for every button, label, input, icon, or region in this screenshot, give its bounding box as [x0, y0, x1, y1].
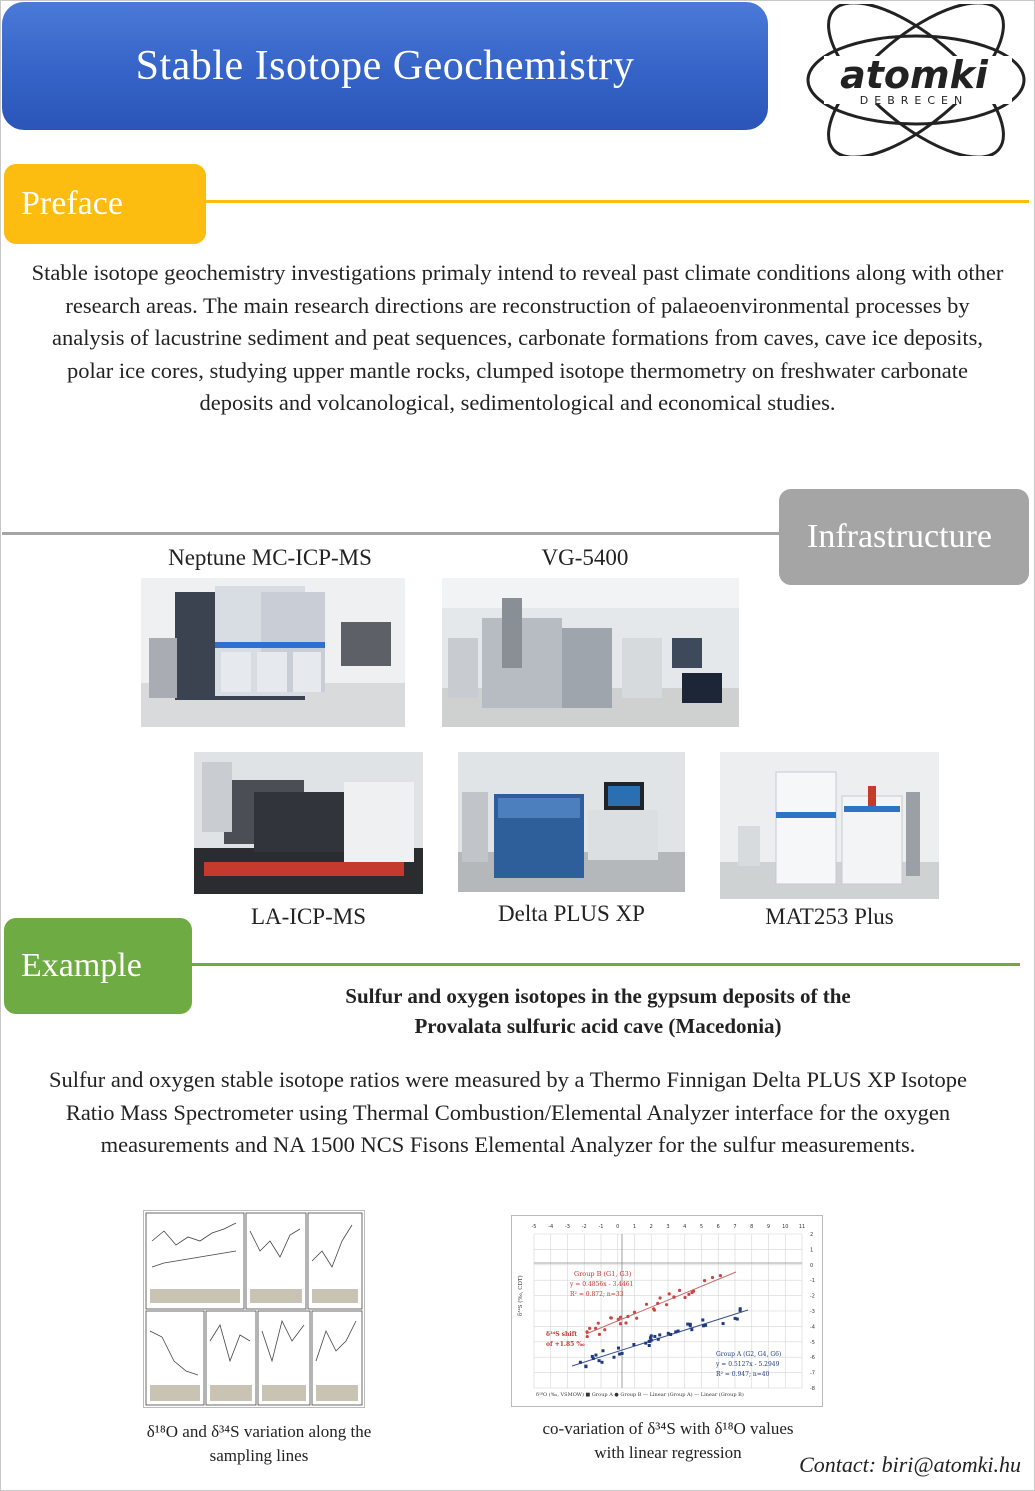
regression-chart-svg: [512, 1216, 822, 1406]
group-b-point: [659, 1296, 662, 1299]
logo-wordmark: atomki: [840, 53, 988, 97]
group-b-point: [624, 1321, 627, 1324]
regression-y-tick: 1: [810, 1247, 814, 1254]
group-b-point: [598, 1333, 601, 1336]
instrument-label-mat253-plus: MAT253 Plus: [765, 904, 894, 929]
contact-text: Contact: biri@atomki.hu: [799, 1452, 1021, 1477]
group-a-point: [702, 1324, 705, 1327]
group-b-point: [633, 1311, 636, 1314]
group-b-point: [603, 1328, 606, 1331]
regression-y-tick: -7: [810, 1370, 815, 1377]
group-a-point: [689, 1324, 692, 1327]
group-a-point: [739, 1309, 742, 1312]
group-a-point: [653, 1335, 656, 1338]
group-b-point: [652, 1307, 655, 1310]
example-title-line1: Sulfur and oxygen isotopes in the gypsum deposits of the: [345, 984, 851, 1008]
example-title-line2: Provalata sulfuric acid cave (Macedonia): [414, 1014, 782, 1038]
infrastructure-rule: [2, 532, 780, 535]
delta-plus-xp-photo: [458, 752, 685, 892]
figure2-caption-line2: with linear regression: [594, 1443, 742, 1462]
group-a-point: [644, 1342, 647, 1345]
regression-legend: δ¹⁸O (‰, VSMOW) ■ Group A ● Group B — Linear (Group A) — Linear (Group B): [536, 1392, 744, 1398]
preface-text: Stable isotope geochemistry investigations primaly intend to reveal past climate conditions along with other research areas. The main research directions are reconstruction of palaeoenvironmental processes by analysis of lacustrine sediment and peat sequences, carbonate formations from caves, cave ice deposits, polar ice cores, studying upper mantle rocks, clumped isotope thermometry on freshwater carbonate deposits and volcanological, sedimentological and economical studies.: [31, 260, 1004, 415]
group-a-point: [648, 1344, 651, 1347]
logo-subtitle: DEBRECEN: [859, 94, 969, 107]
instrument-label-la-icp-ms: LA-ICP-MS: [250, 904, 366, 929]
group-b-point: [683, 1296, 686, 1299]
regression-y-tick: -1: [810, 1278, 815, 1285]
group-a-point: [594, 1354, 597, 1357]
infrastructure-label: Infrastructure: [807, 518, 993, 555]
regression-x-tick: 2: [649, 1224, 653, 1230]
group-a-point: [650, 1334, 653, 1337]
shift-label-line2: of +1.85 ‰: [546, 1341, 585, 1348]
group-a-point: [613, 1356, 616, 1359]
regression-y-tick: -4: [810, 1324, 815, 1331]
preface-rule: [206, 200, 1029, 203]
regression-y-tick: -3: [810, 1309, 815, 1315]
regression-y-tick: -2: [810, 1293, 815, 1300]
regression-chart: [511, 1215, 823, 1407]
regression-y-tick: -8: [810, 1386, 815, 1392]
regression-x-tick: 1: [632, 1224, 637, 1230]
group-b-point: [656, 1302, 659, 1305]
vg5400-photo: [442, 578, 739, 727]
regression-x-tick: -1: [598, 1224, 604, 1230]
regression-x-tick: 8: [750, 1224, 754, 1230]
group-a-point: [602, 1349, 605, 1352]
la-icp-ms-photo: [194, 752, 423, 894]
group-b-point: [626, 1315, 629, 1318]
group-b-point: [585, 1330, 588, 1333]
regression-y-tick: -5: [810, 1339, 815, 1346]
regression-x-tick: 7: [733, 1224, 737, 1230]
preface-label: Preface: [21, 185, 123, 222]
group-a-r2: R² = 0.947; n=40: [716, 1371, 770, 1378]
group-a-point: [657, 1338, 660, 1341]
group-b-point: [635, 1317, 638, 1320]
isotope-variation-figure: [143, 1210, 365, 1408]
figure1-caption-line1: δ¹⁸O and δ³⁴S variation along the: [146, 1422, 372, 1441]
mat253-plus-photo: [720, 752, 939, 899]
regression-x-tick: 6: [716, 1224, 720, 1230]
instrument-label-delta-plus-xp: Delta PLUS XP: [498, 901, 645, 926]
group-a-point: [632, 1343, 635, 1346]
figure2-caption-line1: co-variation of δ³⁴S with δ¹⁸O values: [542, 1419, 794, 1438]
group-a-point: [617, 1347, 620, 1350]
group-a-point: [734, 1317, 737, 1320]
group-a-equation: y = 0.5127x - 5.2949: [716, 1361, 780, 1368]
example-rule: [192, 963, 1020, 966]
example-tab: [4, 918, 192, 1014]
group-b-point: [586, 1335, 589, 1338]
example-text: Sulfur and oxygen stable isotope ratios were measured by a Thermo Finnigan Delta PLUS XP Isotope Ratio Mass Spectrometer using Thermal Combustion/Elemental Analyzer interface for the oxygen measurements and NA 1500 NCS Fisons Elemental Analyzer for the sulfur measurements.: [49, 1067, 967, 1157]
regression-x-tick: 4: [683, 1224, 687, 1230]
group-a-point: [585, 1365, 588, 1368]
group-b-equation: y = 0.4856x - 3.4461: [570, 1281, 634, 1288]
group-b-point: [703, 1279, 706, 1282]
group-a-point: [598, 1359, 601, 1362]
regression-x-tick: -5: [531, 1224, 537, 1230]
group-b-point: [678, 1289, 681, 1292]
regression-x-tick: -2: [581, 1224, 587, 1230]
regression-y-tick: -6: [810, 1355, 815, 1362]
group-b-point: [594, 1327, 597, 1330]
group-b-point: [619, 1316, 622, 1319]
regression-x-tick: 0: [616, 1224, 620, 1230]
group-a-point: [667, 1332, 670, 1335]
group-a-point: [579, 1361, 582, 1364]
group-b-label: Group B (G1, G3): [574, 1270, 632, 1278]
regression-x-tick: -3: [565, 1224, 570, 1230]
page-title: [2, 2, 768, 130]
regression-x-tick: 5: [699, 1224, 704, 1230]
group-b-point: [711, 1276, 714, 1279]
regression-x-tick: 11: [798, 1224, 806, 1230]
neptune-photo: [141, 578, 405, 727]
figure2-caption: [510, 1417, 826, 1465]
group-a-point: [677, 1330, 680, 1333]
page-title-text: Stable Isotope Geochemistry: [135, 43, 635, 89]
figure1-caption: [118, 1420, 400, 1468]
group-a-point: [650, 1339, 653, 1342]
regression-x-tick: -4: [548, 1224, 554, 1230]
example-label: Example: [21, 947, 142, 984]
group-a-point: [722, 1322, 725, 1325]
instrument-label-vg5400: VG-5400: [541, 545, 629, 570]
regression-x-tick: 9: [766, 1224, 771, 1230]
group-b-point: [609, 1316, 612, 1319]
regression-ylabel: δ³⁴S (‰, CDT): [518, 1275, 524, 1316]
group-a-point: [658, 1333, 661, 1336]
group-b-point: [665, 1303, 668, 1306]
group-b-point: [687, 1293, 690, 1296]
group-b-point: [692, 1290, 695, 1293]
group-a-label: Group A (G2, G4, G6): [716, 1351, 782, 1358]
regression-y-tick: 2: [810, 1232, 814, 1238]
group-a-point: [618, 1353, 621, 1356]
group-b-point: [588, 1327, 591, 1330]
group-b-r2: R² = 0.872; n=33: [570, 1291, 624, 1298]
infrastructure-tab: [779, 489, 1029, 585]
example-title: [240, 981, 956, 1041]
preface-tab: [4, 164, 206, 244]
group-b-point: [719, 1274, 722, 1277]
figure1-caption-line2: sampling lines: [209, 1446, 309, 1465]
regression-y-tick: 0: [810, 1262, 814, 1269]
group-b-point: [668, 1292, 671, 1295]
group-b-point: [673, 1296, 676, 1299]
atomki-logo: [802, 4, 1030, 156]
group-a-point: [690, 1328, 693, 1331]
shift-label-line1: δ³⁴S shift: [546, 1331, 578, 1338]
group-b-point: [645, 1303, 648, 1306]
regression-x-tick: 3: [666, 1224, 670, 1230]
group-a-point: [600, 1361, 603, 1364]
group-a-point: [592, 1357, 595, 1360]
isotope-variation-panels: [144, 1211, 364, 1407]
group-b-point: [619, 1322, 622, 1325]
group-b-point: [597, 1322, 600, 1325]
instrument-label-neptune: Neptune MC-ICP-MS: [168, 545, 372, 570]
regression-x-tick: 10: [782, 1224, 789, 1230]
group-a-point: [701, 1318, 704, 1321]
